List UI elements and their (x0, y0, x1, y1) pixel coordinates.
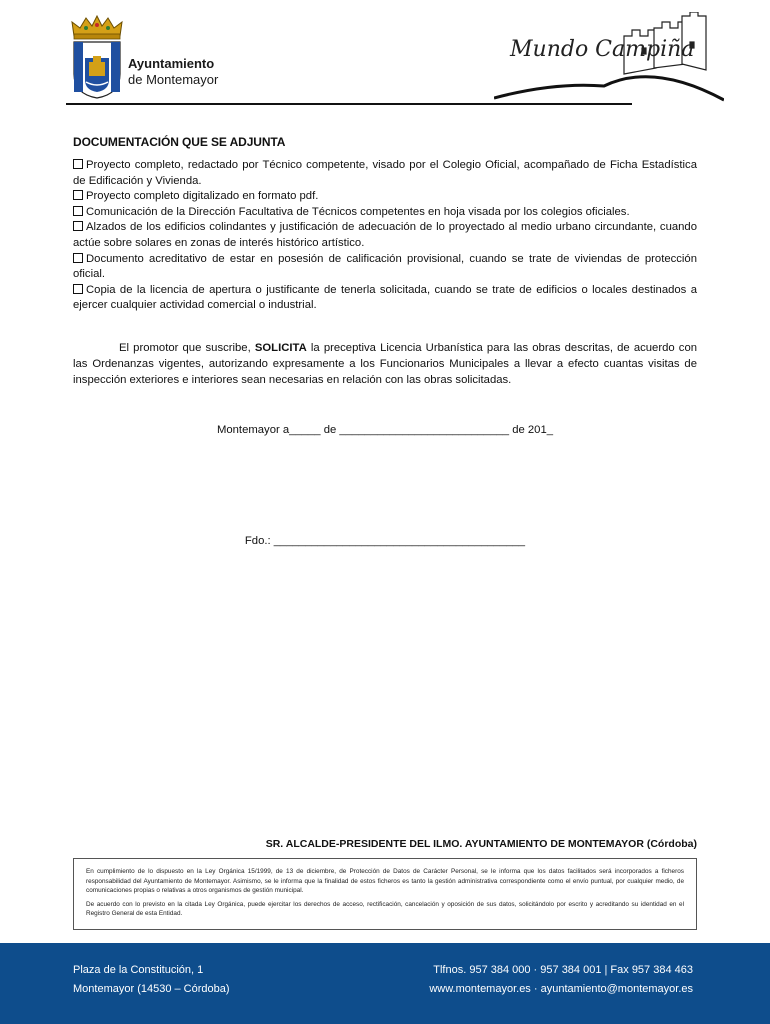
footer-web-email[interactable]: www.montemayor.es · ayuntamiento@montemayor.es (429, 983, 693, 995)
request-prefix: El promotor que suscribe, (119, 342, 255, 354)
list-item-text: Copia de la licencia de apertura o justificante de tenerla solicitada, cuando se trate de edificios o locales destinados a ejercer cualquier actividad comercial o industrial. (73, 283, 697, 312)
footer-address-line2: Montemayor (14530 – Córdoba) (73, 983, 230, 995)
page-footer (0, 943, 770, 1024)
checkbox[interactable] (73, 159, 83, 169)
org-name-line1: Ayuntamiento (128, 56, 215, 71)
checkbox[interactable] (73, 284, 83, 294)
municipal-crest-logo (66, 14, 128, 100)
list-item (73, 205, 697, 221)
page-header (0, 0, 770, 110)
legal-paragraph-2: De acuerdo con lo previsto en la citada Ley Orgánica, puede ejercitar los derechos de acceso, rectificación, cancelación y oposición de sus datos, solicitándolo por escrito y acreditando su identidad en el Registro General de esta Entidad. (86, 900, 684, 918)
date-field[interactable]: Montemayor a_____ de ___________________________ de 201_ (216, 424, 554, 436)
footer-contact (429, 961, 693, 999)
list-item-text: Documento acreditativo de estar en posesión de calificación provisional, cuando se trate de viviendas de protección oficial. (73, 252, 697, 281)
checkbox[interactable] (73, 253, 83, 263)
request-keyword: SOLICITA (254, 342, 307, 354)
attached-documents-list (73, 158, 697, 314)
list-item (73, 158, 697, 189)
org-name-line2: de Montemayor (128, 72, 219, 87)
footer-address (73, 961, 230, 999)
list-item (73, 220, 697, 251)
list-item (73, 189, 697, 205)
checkbox[interactable] (73, 190, 83, 200)
signature-field[interactable]: Fdo.: ________________________________________ (244, 535, 526, 547)
section-title: DOCUMENTACIÓN QUE SE ADJUNTA (73, 135, 286, 149)
data-protection-notice (73, 858, 697, 930)
list-item-text: Comunicación de la Dirección Facultativa de Técnicos competentes en hoja visada por los colegios oficiales. (86, 205, 630, 218)
campina-logo (494, 12, 724, 104)
footer-address-line1: Plaza de la Constitución, 1 (73, 964, 204, 976)
crown-icon (72, 16, 122, 39)
campina-logo-text: Mundo Campiña (510, 37, 695, 62)
list-item (73, 283, 697, 314)
legal-paragraph-1: En cumplimiento de lo dispuesto en la Ley Orgánica 15/1999, de 13 de diciembre, de Protección de Datos de Carácter Personal, se le informa que los datos facilitados será incorporados a ficheros responsabilidad del Ayuntamiento de Montemayor. Asimismo, se le informa que la finalidad de estos ficheros es tanto la gestión administrativa correspondiente como el envío puntual, por cualquier medio, de comunicaciones propias o relativas a otros organismos de gestión municipal. (86, 868, 684, 895)
addressee: SR. ALCALDE-PRESIDENTE DEL ILMO. AYUNTAMIENTO DE MONTEMAYOR (Córdoba) (265, 838, 697, 850)
list-item-text: Alzados de los edificios colindantes y justificación de adecuación de lo proyectado al medio urbano circundante, cuando actúe sobre solares en zonas de interés histórico artístico. (73, 221, 697, 249)
request-paragraph (73, 340, 697, 388)
list-item-text: Proyecto completo, redactado por Técnico competente, visado por el Colegio Oficial, acompañado de Ficha Estadística de Edificación y Vivienda. (73, 159, 697, 187)
checkbox[interactable] (73, 221, 83, 231)
footer-phones: Tlfnos. 957 384 000 · 957 384 001 | Fax 957 384 463 (433, 964, 693, 976)
checkbox[interactable] (73, 206, 83, 216)
request-suffix: la preceptiva Licencia Urbanística para las obras descritas, de acuerdo con las Ordenanzas vigentes, autorizando expresamente a los Funcionarios Municipales a llevar a efecto cuantas visitas de inspección exteriores e interiores sean necesarias en relación con las obras solicitadas. (73, 342, 698, 386)
org-name (128, 56, 218, 88)
list-item-text: Proyecto completo digitalizado en formato pdf. (86, 190, 319, 203)
list-item (73, 252, 697, 283)
shield-icon (74, 42, 120, 98)
